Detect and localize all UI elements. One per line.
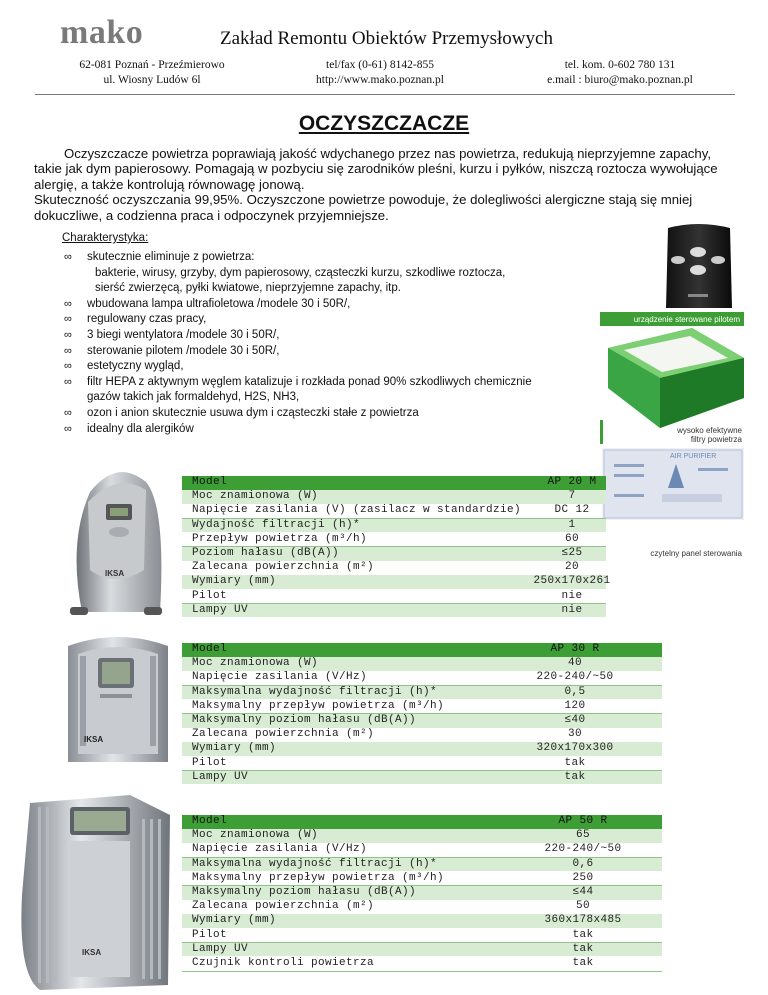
- spec-label: Moc znamionowa (W): [192, 829, 319, 842]
- spec-value: 320x170x300: [536, 742, 614, 755]
- spec-value: tak: [564, 770, 586, 783]
- spec-label: Pilot: [192, 589, 228, 602]
- product-brand-label: IKSA: [82, 948, 102, 957]
- table-row: [182, 671, 662, 686]
- spec-value: 120: [564, 699, 586, 712]
- table-row: [182, 575, 611, 589]
- table-row: [182, 757, 662, 772]
- company-name: Zakład Remontu Obiektów Przemysłowych: [220, 28, 553, 49]
- feature-item: ∞ sterowanie pilotem /modele 30 i 50R/,: [64, 344, 564, 360]
- spec-label: Zalecana powierzchnia (m²): [192, 561, 375, 574]
- table-row: [182, 957, 662, 972]
- spec-label: Lampy UV: [192, 603, 249, 616]
- spec-value: DC 12: [554, 504, 590, 517]
- feature-item: ∞ wbudowana lampa ultrafioletowa /modele 30 i 50R/,: [64, 297, 564, 313]
- spec-label: Lampy UV: [192, 942, 249, 955]
- table-header-row: [182, 643, 662, 657]
- table-row: [182, 686, 662, 700]
- table-row: [182, 914, 662, 928]
- phone-fax: tel/fax (0-61) 8142-855: [326, 59, 434, 71]
- infinity-bullet-icon: ∞: [64, 344, 72, 357]
- spec-label: Maksymalny poziom hałasu (dB(A)): [192, 714, 417, 726]
- table-row: [182, 742, 662, 756]
- product-brand-label: IKSA: [105, 569, 125, 578]
- table-row: [182, 561, 606, 576]
- table-header-label: Model: [192, 476, 228, 488]
- intro-text: [34, 146, 739, 223]
- ap20m-product-image: [62, 462, 172, 618]
- spec-value: 20: [564, 561, 579, 574]
- spec-label: Maksymalny przepływ powietrza (m³/h): [192, 871, 445, 884]
- page-title: OCZYSZCZACZE: [298, 112, 470, 135]
- ap50r-product-image: [10, 795, 172, 990]
- spec-value: ≤25: [561, 547, 583, 559]
- header-divider: [35, 94, 735, 95]
- table-header-row: [182, 815, 662, 829]
- spec-table-ap20m: [182, 476, 611, 618]
- spec-value: 7: [568, 490, 576, 503]
- filter-caption: wysoko efektywne filtry powietrza: [677, 426, 742, 444]
- table-row: [182, 900, 662, 915]
- table-row: [182, 533, 606, 548]
- table-row: [182, 590, 606, 605]
- remote-caption-bar: [600, 312, 744, 326]
- feature-subtext: bakterie, wirusy, grzyby, dym papierosowy, cząsteczki kurzu, szkodliwe roztocza,: [95, 266, 506, 279]
- address-line-1: 62-081 Poznań - Przeźmierowo: [79, 59, 225, 71]
- spec-label: Wymiary (mm): [192, 742, 277, 755]
- infinity-bullet-icon: ∞: [64, 422, 72, 435]
- remote-control-image: [660, 222, 736, 312]
- spec-value: nie: [561, 589, 583, 602]
- email-link[interactable]: e.mail : biuro@mako.poznan.pl: [547, 74, 693, 86]
- spec-value: 40: [567, 657, 582, 670]
- spec-value: tak: [572, 957, 594, 969]
- spec-label: Poziom hałasu (dB(A)): [192, 547, 340, 559]
- spec-value: tak: [564, 756, 586, 769]
- spec-value: ≤40: [564, 714, 586, 726]
- spec-label: Napięcie zasilania (V/Hz): [192, 671, 368, 684]
- spec-value: 250: [572, 871, 594, 884]
- feature-item: ∞ 3 biegi wentylatora /modele 30 i 50R/,: [64, 328, 564, 344]
- spec-label: Maksymalna wydajność filtracji (h)*: [192, 857, 438, 870]
- spec-label: Pilot: [192, 928, 228, 941]
- spec-value: 50: [575, 900, 590, 913]
- table-header-row: [182, 476, 606, 490]
- infinity-bullet-icon: ∞: [64, 375, 72, 388]
- spec-label: Moc znamionowa (W): [192, 490, 319, 503]
- spec-label: Przepływ powietrza (m³/h): [192, 532, 368, 545]
- spec-value: nie: [561, 603, 583, 616]
- spec-table-ap30r: [182, 643, 662, 785]
- table-row: [182, 858, 662, 872]
- spec-label: Pilot: [192, 756, 228, 769]
- spec-value: 30: [567, 728, 582, 741]
- website-link[interactable]: http://www.mako.poznan.pl: [316, 74, 444, 86]
- table-row: [182, 504, 606, 519]
- spec-value: 0,6: [572, 857, 594, 870]
- table-header-value: AP 50 R: [558, 815, 608, 827]
- infinity-bullet-icon: ∞: [64, 406, 72, 419]
- infinity-bullet-icon: ∞: [64, 297, 72, 310]
- infinity-bullet-icon: ∞: [64, 360, 72, 373]
- table-row: [182, 929, 662, 944]
- table-row: [182, 490, 606, 504]
- table-row: [182, 604, 606, 618]
- ap30r-product-image: [64, 630, 172, 770]
- address-block: [62, 58, 242, 88]
- table-row: [182, 728, 662, 743]
- company-logo: mako: [60, 14, 144, 51]
- spec-label: Wydajność filtracji (h)*: [192, 518, 361, 531]
- spec-value: 220-240/~50: [544, 843, 622, 856]
- spec-value: 250x170x261: [533, 575, 611, 588]
- spec-label: Maksymalny poziom hałasu (dB(A)): [192, 886, 417, 898]
- panel-caption: czytelny panel sterowania: [650, 549, 742, 558]
- feature-item: ∞ filtr HEPA z aktywnym węglem katalizuje i rozkłada ponad 90% szkodliwych chemicznie gazów takich jak formaldehyd, H2S, NH3,: [64, 375, 564, 406]
- table-header-label: Model: [192, 815, 228, 827]
- intro-paragraph-2: Skuteczność oczyszczania 99,95%. Oczyszczone powietrze powoduje, że dolegliwości alergiczne stają się mniej dokuczliwe, a codzienna praca i odpoczynek przyjemniejsze.: [34, 192, 693, 223]
- feature-item: ∞ ozon i anion skutecznie usuwa dym i cząsteczki stałe z powietrza: [64, 406, 564, 422]
- spec-label: Zalecana powierzchnia (m²): [192, 900, 375, 913]
- table-row: [182, 886, 662, 900]
- caption-accent: [600, 420, 603, 444]
- table-row: [182, 714, 662, 728]
- spec-value: 60: [564, 532, 579, 545]
- spec-label: Lampy UV: [192, 770, 249, 783]
- characteristics-heading: Charakterystyka:: [62, 232, 149, 244]
- spec-value: 0,5: [564, 685, 586, 698]
- infinity-bullet-icon: ∞: [64, 328, 72, 341]
- remote-caption: urządzenie sterowane pilotem: [633, 315, 740, 324]
- spec-value: 65: [575, 829, 590, 842]
- spec-table-ap50r: [182, 815, 662, 977]
- feature-item: ∞ regulowany czas pracy,: [64, 312, 564, 328]
- table-row: [182, 547, 606, 561]
- feature-item: ∞ skutecznie eliminuje z powietrza: bakterie, wirusy, grzyby, dym papierosowy, cząsteczki kurzu, szkodliwe roztocza, sierść zwierzęcą, pyłki kwiatowe, nieprzyjemne zapachy, itp.: [64, 250, 564, 297]
- spec-label: Napięcie zasilania (V/Hz): [192, 843, 368, 856]
- spec-label: Wymiary (mm): [192, 914, 277, 927]
- spec-value: 220-240/~50: [536, 671, 614, 684]
- table-row: [182, 700, 662, 715]
- address-line-2: ul. Wiosny Ludów 6l: [103, 74, 201, 86]
- spec-label: Wymiary (mm): [192, 575, 277, 588]
- spec-label: Maksymalny przepływ powietrza (m³/h): [192, 699, 445, 712]
- table-row: [182, 943, 662, 957]
- contact-block-2: [520, 58, 720, 88]
- spec-label: Zalecana powierzchnia (m²): [192, 728, 375, 741]
- intro-paragraph-1: Oczyszczacze powietrza poprawiają jakość wdychanego przez nas powietrza, redukują nieprzyjemne zapachy, takie jak dym papierosowy. Pomagają w pozbyciu się zarodników pleśni, kurzu i pyłków, niszczą roztocza wywołujące alergię, a także kontrolują równowagę jonową.: [34, 146, 718, 192]
- spec-value: ≤44: [572, 886, 594, 898]
- table-row: [182, 872, 662, 887]
- contact-block: [300, 58, 460, 88]
- table-header-label: Model: [192, 643, 228, 655]
- spec-value: 1: [568, 518, 576, 531]
- infinity-bullet-icon: ∞: [64, 251, 72, 263]
- feature-item: ∞ estetyczny wygląd,: [64, 359, 564, 375]
- table-row: [182, 843, 662, 858]
- infinity-bullet-icon: ∞: [64, 313, 72, 326]
- spec-value: 360x178x485: [544, 914, 622, 927]
- spec-label: Moc znamionowa (W): [192, 657, 319, 670]
- spec-label: Czujnik kontroli powietrza: [192, 957, 375, 969]
- table-header-value: AP 30 R: [550, 643, 600, 655]
- product-brand-label: IKSA: [84, 735, 104, 744]
- panel-display-label: AIR PURIFIER: [670, 453, 717, 460]
- mobile-phone: tel. kom. 0-602 780 131: [564, 59, 676, 71]
- feature-subtext: sierść zwierzęcą, pyłki kwiatowe, nieprzyjemne zapachy, itp.: [95, 282, 401, 295]
- spec-label: Napięcie zasilania (V) (zasilacz w standardzie): [192, 504, 522, 517]
- table-header-value: AP 20 M: [547, 476, 597, 488]
- table-row: [182, 657, 662, 671]
- feature-item: ∞ idealny dla alergików: [64, 422, 564, 438]
- spec-value: tak: [572, 942, 594, 955]
- feature-subtext: gazów takich jak formaldehyd, H2S, NH3,: [87, 391, 300, 404]
- table-row: [182, 771, 662, 785]
- table-row: [182, 829, 662, 843]
- table-row: [182, 519, 606, 533]
- spec-value: tak: [572, 928, 594, 941]
- spec-label: Maksymalna wydajność filtracji (h)*: [192, 685, 438, 698]
- feature-list: [64, 250, 564, 437]
